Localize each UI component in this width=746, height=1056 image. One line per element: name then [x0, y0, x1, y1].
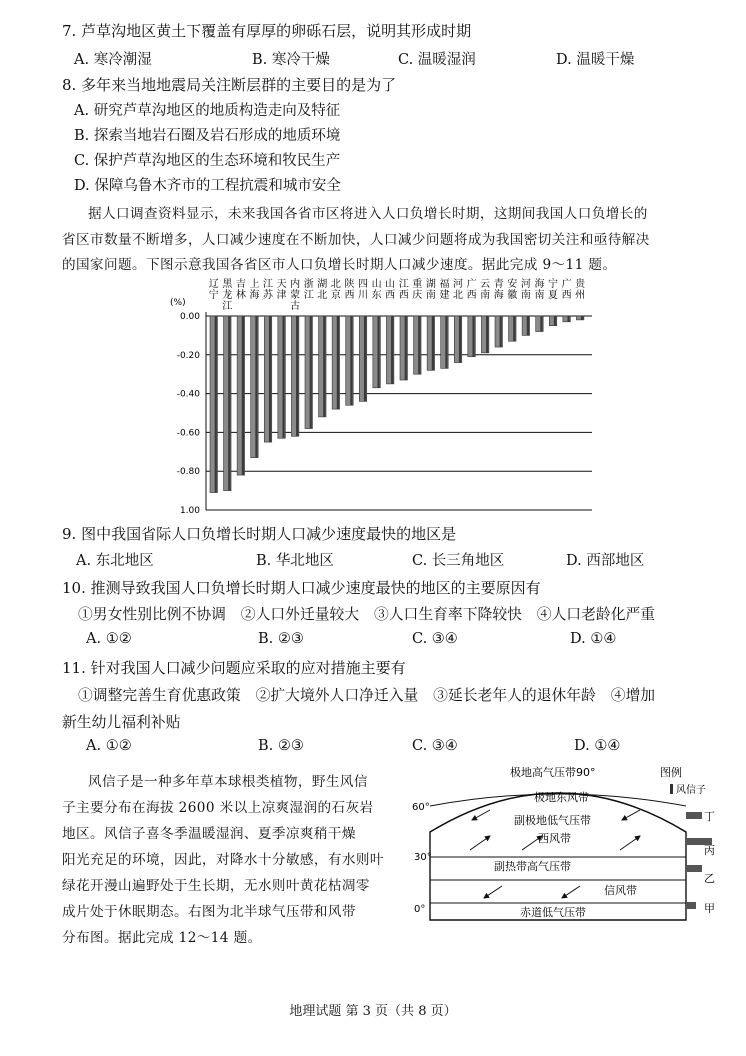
category-label: 庆 — [412, 290, 423, 301]
category-label: 川 — [358, 290, 369, 301]
category-label: 江 — [303, 290, 314, 301]
category-label: 州 — [575, 290, 586, 301]
chart-bar-shadow — [500, 316, 502, 347]
diagram-belt-polar-easterlies: 极地东风带 — [534, 791, 589, 804]
category-label: 山 — [371, 279, 382, 290]
category-label: 东 — [371, 290, 382, 301]
legend-hyacinth-swatch — [670, 784, 673, 794]
category-label: 内 — [290, 279, 301, 290]
category-label: 宁 — [208, 290, 219, 301]
category-label: 宁 — [548, 279, 559, 290]
pressure-wind-belt-diagram — [410, 762, 728, 928]
category-label: 重 — [412, 279, 423, 290]
chart-bar-shadow — [554, 316, 556, 326]
category-label: 贵 — [575, 279, 586, 290]
chart-bar-shadow — [513, 316, 515, 341]
category-label: 西 — [344, 290, 355, 301]
chart-bar-shadow — [255, 316, 257, 458]
category-label: 龙 — [222, 290, 233, 301]
q10-option-b[interactable]: B. ②③ — [258, 631, 304, 647]
diagram-belt-subtropical-high: 副热带高气压带 — [494, 860, 571, 873]
category-label: 上 — [249, 279, 260, 290]
q8-option-d[interactable]: D. 保障乌鲁木齐市的工程抗震和城市安全 — [74, 178, 341, 194]
q10-option-c[interactable]: C. ③④ — [412, 631, 458, 647]
passage2-line-1: 风信子是一种多年草本球根类植物，野生风信 — [88, 774, 368, 790]
q11-items-line-1: ①调整完善生育优惠政策 ②扩大境外人口净迁入量 ③延长老年人的退休年龄 ④增加 — [78, 687, 656, 704]
legend-title: 图例 — [660, 766, 682, 779]
category-label: 浙 — [303, 279, 314, 290]
diagram-top-label: 极地高气压带90° — [510, 766, 596, 779]
diagram-belt-subpolar-low: 副极地低气压带 — [514, 814, 591, 827]
q9-option-d[interactable]: D. 西部地区 — [566, 553, 645, 569]
passage1-line-2: 省区市数量不断增多，人口减少速度在不断加快，人口减少问题将成为我国密切关注和亟待解决 — [62, 232, 650, 248]
q8-option-a[interactable]: A. 研究芦草沟地区的地质构造走向及特征 — [74, 103, 341, 119]
q10-option-d[interactable]: D. ①④ — [570, 631, 617, 647]
chart-bar-shadow — [364, 316, 366, 401]
q9-stem: 9. 图中我国省际人口负增长时期人口减少速度最快的地区是 — [62, 525, 457, 543]
q7-option-c[interactable]: C. 温暖湿润 — [398, 52, 476, 68]
chart-bar-shadow — [418, 316, 420, 374]
q7-option-b[interactable]: B. 寒冷干燥 — [252, 52, 330, 68]
q8-option-c[interactable]: C. 保护芦草沟地区的生态环境和牧民生产 — [74, 153, 341, 169]
diagram-belt-trade-winds: 信风带 — [604, 884, 637, 897]
chart-bar-shadow — [323, 316, 325, 417]
category-label: 建 — [439, 290, 450, 301]
category-label: 津 — [276, 290, 287, 301]
category-label: 云 — [480, 279, 491, 290]
passage2-line-4: 阳光充足的环境，因此，对降水十分敏感，有水则叶 — [62, 852, 384, 868]
passage1-line-1: 据人口调查资料显示，未来我国各省市区将进入人口负增长时期，这期间我国人口负增长的 — [88, 206, 648, 222]
chart-bar-shadow — [581, 316, 583, 320]
category-label: 古 — [290, 301, 301, 312]
chart-bar-shadow — [486, 316, 488, 353]
passage2-line-7: 分布图。据此完成 12～14 题。 — [62, 930, 262, 946]
category-label: 广 — [466, 279, 477, 290]
q11-option-c[interactable]: C. ③④ — [412, 738, 458, 754]
passage2-line-5: 绿花开漫山遍野处于生长期，无水则叶黄花枯凋零 — [62, 878, 370, 894]
category-label: 湖 — [425, 279, 436, 290]
marker-ding-bar — [686, 812, 702, 819]
category-label: 南 — [520, 290, 531, 301]
diagram-lat-0: 0° — [414, 904, 426, 915]
page-footer: 地理试题 第 3 页（共 8 页） — [289, 1004, 457, 1019]
q9-option-c[interactable]: C. 长三角地区 — [412, 553, 505, 569]
passage1-line-3: 的国家问题。下图示意我国各省区市人口负增长时期人口减少速度。据此完成 9～11 题。 — [62, 257, 617, 273]
category-label: 河 — [453, 279, 464, 290]
q11-option-a[interactable]: A. ①② — [86, 738, 132, 754]
category-label: 西 — [398, 290, 409, 301]
legend-hyacinth-label: 风信子 — [676, 785, 706, 796]
chart-bar-shadow — [296, 316, 298, 436]
marker-yi: 乙 — [704, 872, 715, 885]
category-label: 黑 — [222, 279, 233, 290]
q9-option-a[interactable]: A. 东北地区 — [76, 553, 154, 569]
category-label: 西 — [561, 290, 572, 301]
q11-stem: 11. 针对我国人口减少问题应采取的应对措施主要有 — [62, 659, 406, 677]
chart-bar-shadow — [567, 316, 569, 322]
chart-bar-shadow — [405, 316, 407, 380]
q10-stem: 10. 推测导致我国人口负增长时期人口减少速度最快的地区的主要原因有 — [62, 579, 541, 597]
category-label: 江 — [263, 279, 274, 290]
category-label: 广 — [561, 279, 572, 290]
category-label: 西 — [466, 290, 477, 301]
category-label: 四 — [358, 279, 369, 290]
marker-jia-bar — [686, 902, 696, 909]
q11-option-b[interactable]: B. ②③ — [258, 738, 304, 754]
chart-bar-shadow — [282, 316, 284, 438]
marker-ding: 丁 — [704, 810, 715, 823]
q8-stem: 8. 多年来当地地震局关注断层群的主要目的是为了 — [62, 76, 397, 94]
marker-yi-bar — [686, 865, 702, 872]
y-tick-label: -0.40 — [176, 389, 200, 400]
category-label: 海 — [534, 279, 545, 290]
passage2-line-3: 地区。风信子喜冬季温暖湿润、夏季凉爽稍干燥 — [62, 826, 356, 842]
q11-option-d[interactable]: D. ①④ — [574, 738, 621, 754]
q11-items-line-2: 新生幼儿福利补贴 — [62, 714, 181, 731]
q9-option-b[interactable]: B. 华北地区 — [256, 553, 334, 569]
category-label: 南 — [425, 290, 436, 301]
category-label: 西 — [385, 290, 396, 301]
passage2-line-2: 子主要分布在海拔 2600 米以上凉爽湿润的石灰岩 — [62, 800, 374, 816]
chart-bar-shadow — [472, 316, 474, 357]
y-tick-label: 1.00 — [179, 506, 200, 516]
category-label: 青 — [493, 279, 504, 290]
category-label: 江 — [398, 279, 409, 290]
category-label: 南 — [534, 290, 545, 301]
q7-stem: 7. 芦草沟地区黄土下覆盖有厚厚的卵砾石层，说明其形成时期 — [62, 22, 472, 40]
category-label: 福 — [439, 279, 450, 290]
category-label: 徽 — [507, 290, 518, 301]
marker-jia: 甲 — [704, 902, 715, 915]
chart-bar-shadow — [391, 316, 393, 384]
diagram-lat-60: 60° — [412, 802, 430, 813]
category-label: 北 — [330, 279, 341, 290]
y-tick-label: -0.20 — [176, 350, 200, 361]
category-label: 夏 — [548, 290, 559, 301]
category-label: 林 — [235, 290, 246, 301]
chart-bar-shadow — [540, 316, 542, 332]
y-tick-label: -0.60 — [176, 428, 200, 439]
category-label: 蒙 — [290, 290, 301, 301]
q10-option-a[interactable]: A. ①② — [86, 631, 132, 647]
diagram-belt-westerlies: 西风带 — [538, 832, 571, 845]
category-label: 北 — [317, 290, 328, 301]
category-label: 安 — [507, 279, 518, 290]
chart-bar-shadow — [432, 316, 434, 370]
category-label: 河 — [520, 279, 531, 290]
category-label: 海 — [493, 290, 504, 301]
chart-bar-shadow — [527, 316, 529, 335]
y-tick-label: 0.00 — [179, 312, 200, 322]
category-label: 京 — [330, 290, 341, 301]
diagram-belt-equatorial-low: 赤道低气压带 — [520, 906, 586, 919]
q7-option-d[interactable]: D. 温暖干燥 — [556, 52, 635, 68]
chart-bar-shadow — [269, 316, 271, 442]
q10-items: ①男女性别比例不协调 ②人口外迁量较大 ③人口生育率下降较快 ④人口老龄化严重 — [78, 606, 656, 623]
diagram-lat-30: 30° — [414, 852, 432, 863]
chart-bar-shadow — [215, 316, 217, 493]
population-decline-chart — [160, 272, 600, 520]
chart-bar-shadow — [337, 316, 339, 409]
q8-option-b[interactable]: B. 探索当地岩石圈及岩石形成的地质环境 — [74, 128, 341, 144]
y-axis-label: (%) — [170, 298, 186, 308]
chart-bar-shadow — [310, 316, 312, 429]
category-label: 南 — [480, 290, 491, 301]
category-label: 江 — [222, 301, 233, 312]
category-label: 海 — [249, 290, 260, 301]
category-label: 苏 — [263, 290, 274, 301]
category-label: 辽 — [208, 279, 219, 290]
chart-bar-shadow — [242, 316, 244, 475]
category-label: 天 — [276, 279, 287, 290]
chart-bar-shadow — [377, 316, 379, 388]
passage2-line-6: 成片处于休眠期态。右图为北半球气压带和风带 — [62, 904, 356, 920]
q7-option-a[interactable]: A. 寒冷潮湿 — [74, 52, 152, 68]
chart-bar-shadow — [459, 316, 461, 363]
chart-bar-shadow — [445, 316, 447, 368]
category-label: 吉 — [235, 279, 246, 290]
marker-bing: 丙 — [704, 844, 715, 857]
chart-bar-shadow — [350, 316, 352, 405]
category-label: 山 — [385, 279, 396, 290]
category-label: 湖 — [317, 279, 328, 290]
category-label: 陕 — [344, 279, 355, 290]
y-tick-label: -0.80 — [176, 467, 200, 478]
chart-bar-shadow — [228, 316, 230, 491]
category-label: 北 — [453, 290, 464, 301]
